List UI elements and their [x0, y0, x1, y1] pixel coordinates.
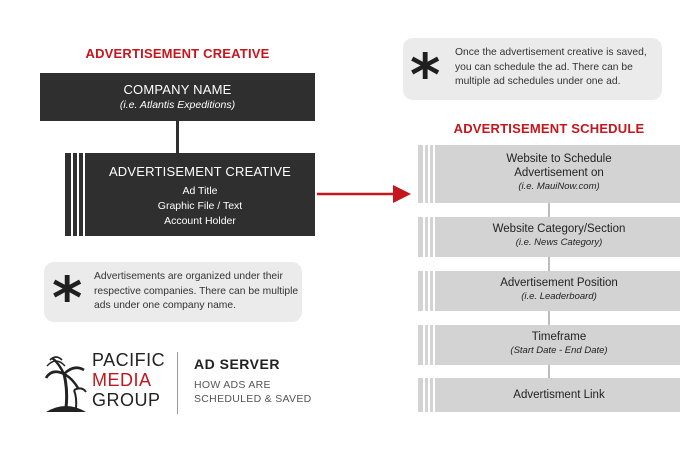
schedule-item [418, 378, 680, 412]
schedule-item-sub: (i.e. News Category) [515, 237, 603, 248]
schedule-item [418, 271, 680, 311]
box-stripe [433, 145, 435, 203]
logo-line: GROUP [92, 390, 161, 410]
schedule-item [418, 325, 680, 365]
companies-note [44, 262, 302, 332]
schedule-item [418, 145, 680, 203]
box-stripe [428, 145, 430, 203]
schedule-item-sub: (i.e. Leaderboard) [521, 291, 597, 302]
schedule-item-title: Timeframe [531, 331, 587, 343]
box-stripe [428, 378, 430, 412]
company-connector-line [176, 121, 179, 153]
schedule-note [403, 38, 662, 109]
ad-server-subtitle: HOW ADS ARE [194, 379, 271, 391]
creative-field: Account Holder [164, 215, 236, 227]
ad-server-label [194, 356, 364, 406]
box-stripe [423, 378, 425, 412]
box-stripe [428, 217, 430, 257]
box-stripe [428, 325, 430, 365]
schedule-item-title: Advertisment Link [513, 389, 605, 401]
creative-heading: ADVERTISEMENT CREATIVE [85, 46, 270, 61]
schedule-note-text: Once the advertisement creative is saved, you can schedule the ad. There can be multiple ad schedules under one ad. [455, 47, 647, 87]
logo [44, 350, 172, 420]
schedule-item-sub: (i.e. MauiNow.com) [518, 181, 600, 192]
flow-arrow [315, 182, 415, 206]
box-stripe [71, 153, 73, 236]
schedule-item-sub: (Start Date - End Date) [510, 345, 608, 356]
creative-box [65, 153, 315, 236]
box-stripe [83, 153, 85, 236]
schedule-item [418, 217, 680, 257]
box-stripe [423, 145, 425, 203]
arrow-head [393, 185, 411, 203]
box-stripe [433, 325, 435, 365]
box-stripe [423, 325, 425, 365]
box-stripe [433, 217, 435, 257]
box-stripe [433, 378, 435, 412]
company-title: COMPANY NAME [123, 82, 232, 97]
schedule-item-title: Website to Schedule Advertisement on [506, 153, 612, 179]
logo-divider [177, 352, 178, 414]
creative-field: Ad Title [182, 185, 218, 197]
box-stripe [428, 271, 430, 311]
logo-line: PACIFIC [92, 350, 166, 370]
company-example: (i.e. Atlantis Expeditions) [119, 99, 236, 111]
box-stripe [423, 217, 425, 257]
logo-line: MEDIA [92, 370, 152, 390]
schedule-heading: ADVERTISEMENT SCHEDULE [453, 121, 645, 136]
box-stripe [423, 271, 425, 311]
companies-note-text: Advertisements are organized under their respective companies. There can be multiple ads under one company name. [94, 271, 299, 311]
company-box [40, 73, 315, 121]
creative-title: ADVERTISEMENT CREATIVE [108, 164, 292, 179]
box-stripe [433, 271, 435, 311]
ad-server-subtitle: SCHEDULED & SAVED [194, 393, 312, 405]
schedule-item-title: Advertisement Position [500, 277, 618, 289]
ad-server-title: AD SERVER [194, 356, 280, 372]
creative-field: Graphic File / Text [157, 200, 243, 212]
asterisk-icon: * [52, 264, 83, 332]
palm-island-icon [44, 350, 88, 416]
schedule-item-title: Website Category/Section [492, 223, 626, 235]
box-stripe [77, 153, 79, 236]
asterisk-icon: * [410, 41, 441, 109]
